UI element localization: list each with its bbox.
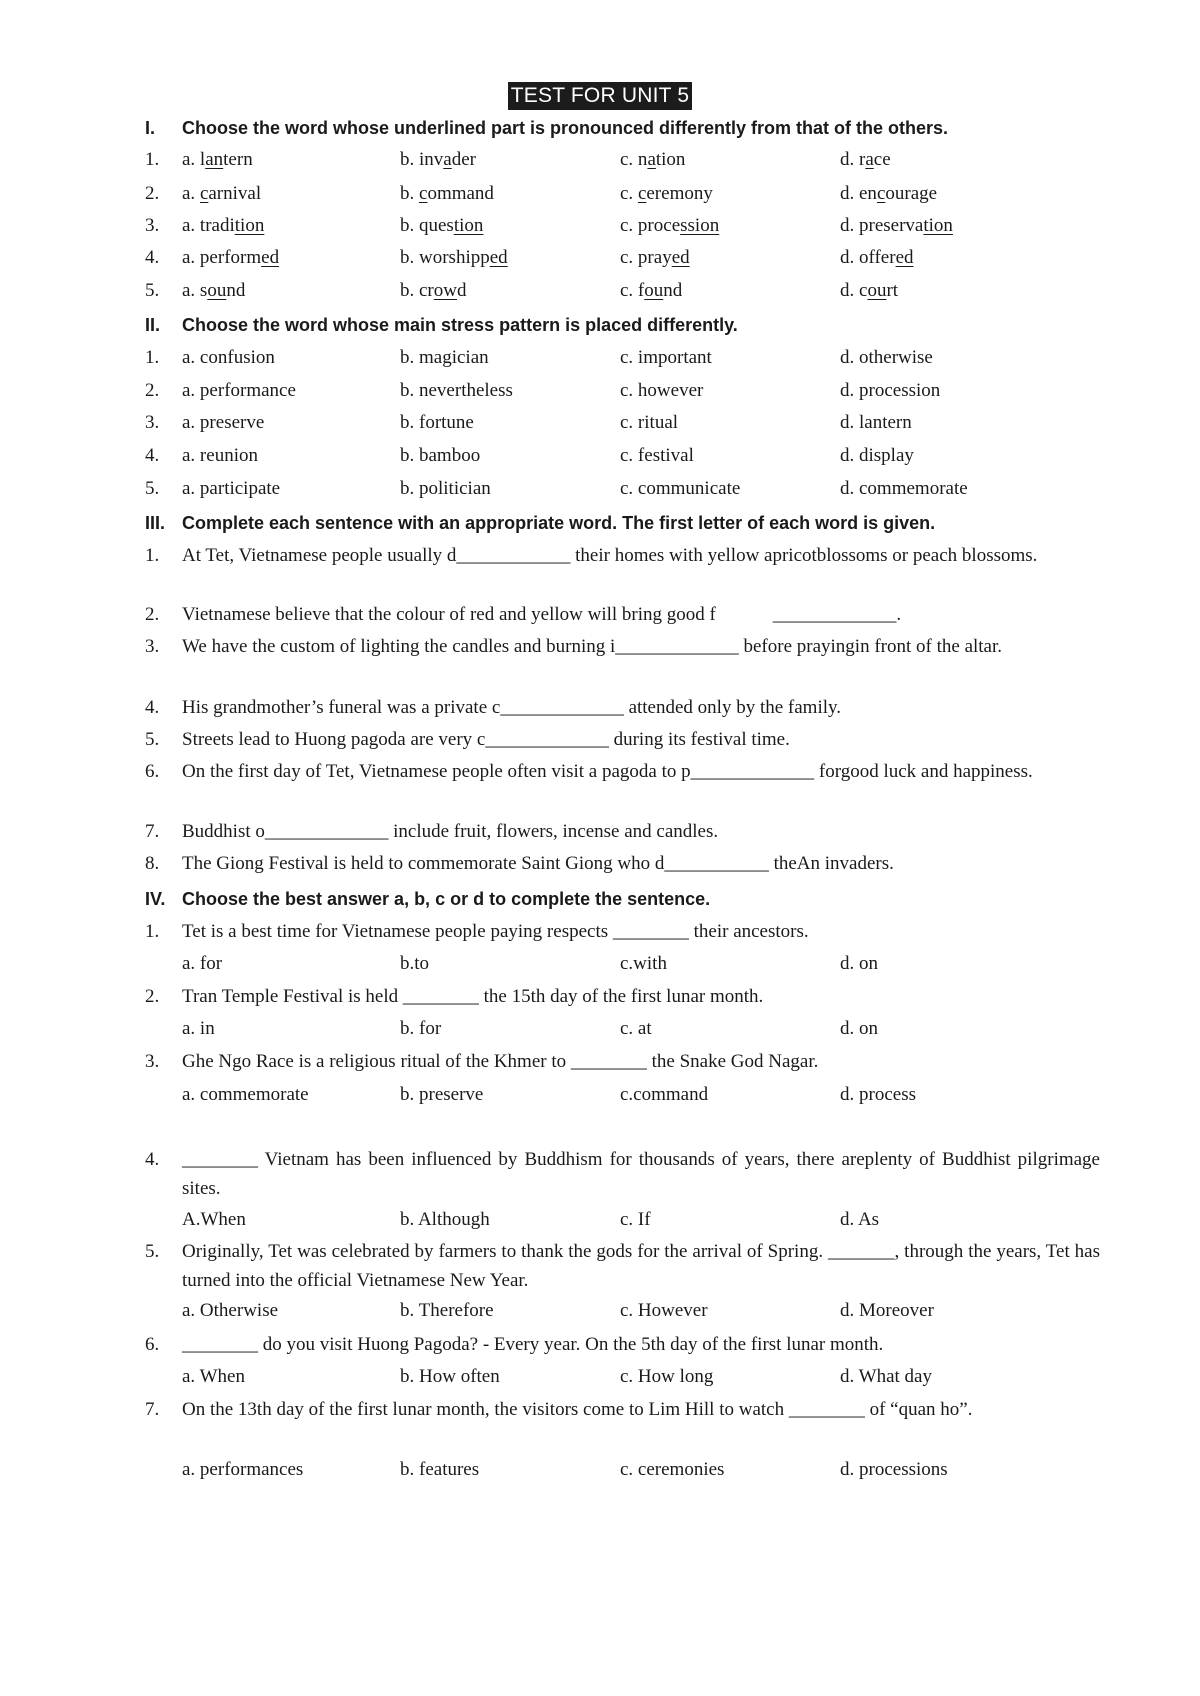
answer-option[interactable]: c. ritual <box>620 412 679 433</box>
answer-option[interactable]: b. Therefore <box>400 1300 494 1321</box>
answer-option[interactable] <box>840 276 898 305</box>
underlined-part: tion <box>453 215 484 236</box>
answer-option[interactable]: d. As <box>840 1209 880 1230</box>
option-text: c. proce <box>620 215 681 236</box>
question-number: 4. <box>145 445 160 466</box>
underlined-part: c <box>876 183 886 204</box>
option-text: c. pray <box>620 247 672 268</box>
answer-option[interactable] <box>840 243 914 272</box>
answer-option[interactable] <box>400 179 494 208</box>
question-number: 3. <box>145 1051 160 1072</box>
answer-option[interactable] <box>840 211 953 240</box>
option-text: c. f <box>620 280 645 301</box>
answer-option[interactable]: b. How often <box>400 1366 500 1387</box>
answer-option[interactable] <box>182 145 253 174</box>
underlined-part: tion <box>923 215 953 236</box>
underlined-part: a <box>443 149 452 170</box>
section-instruction: Complete each sentence with an appropriate word. The first letter of each word is given. <box>182 513 936 533</box>
answer-option[interactable]: c. How long <box>620 1366 714 1387</box>
answer-option[interactable] <box>620 243 690 272</box>
option-text: rt <box>886 280 899 301</box>
option-text: d. offer <box>840 247 896 268</box>
sentence-text: At Tet, Vietnamese people usually d____________ their homes with yellow apricotblossoms or peach blossoms. <box>182 545 1038 566</box>
question-number: 5. <box>145 478 160 499</box>
answer-option[interactable]: c. ceremonies <box>620 1459 725 1480</box>
option-text: d. preserva <box>840 215 924 236</box>
question-number: 1. <box>145 545 160 566</box>
option-text: b. cr <box>400 280 434 301</box>
question-number: 7. <box>145 1399 160 1420</box>
question-text: ________ do you visit Huong Pagoda? - Every year. On the 5th day of the first lunar month. <box>182 1334 884 1355</box>
question-number: 5. <box>145 1241 160 1262</box>
question-number: 3. <box>145 215 160 236</box>
answer-option[interactable]: c.command <box>620 1084 709 1105</box>
section-instruction: Choose the word whose underlined part is pronounced differently from that of the others. <box>182 118 949 138</box>
answer-option[interactable]: b. bamboo <box>400 445 481 466</box>
underlined-part: ou <box>644 280 664 301</box>
sentence-text: On the first day of Tet, Vietnamese people often visit a pagoda to p_____________ forgood luck and happiness. <box>182 761 1033 782</box>
sentence-text: The Giong Festival is held to commemorate Saint Giong who d___________ theAn invaders. <box>182 853 894 874</box>
answer-option[interactable]: c. at <box>620 1018 652 1039</box>
option-text: b. ques <box>400 215 454 236</box>
option-text: tern <box>223 149 253 170</box>
answer-option[interactable] <box>840 145 891 174</box>
answer-option[interactable]: d. otherwise <box>840 347 933 368</box>
question-number: 8. <box>145 853 160 874</box>
answer-option[interactable]: d. Moreover <box>840 1300 934 1321</box>
answer-option[interactable]: a. preserve <box>182 412 265 433</box>
underlined-part: ssion <box>680 215 720 236</box>
question-number: 2. <box>145 986 160 1007</box>
question-number: 1. <box>145 149 160 170</box>
answer-option[interactable]: a. participate <box>182 478 281 499</box>
answer-option[interactable]: c.with <box>620 953 667 974</box>
option-text: b. <box>400 183 419 204</box>
answer-option[interactable]: c. important <box>620 347 712 368</box>
answer-option[interactable]: b. nevertheless <box>400 380 513 401</box>
option-text: d. c <box>840 280 868 301</box>
sentence-text: Streets lead to Huong pagoda are very c_____________ during its festival time. <box>182 729 790 750</box>
answer-option[interactable]: a. commemorate <box>182 1084 309 1105</box>
underlined-part: ed <box>261 247 280 268</box>
test-title-text: TEST FOR UNIT 5 <box>508 82 692 110</box>
section-number: III. <box>145 513 166 533</box>
answer-option[interactable] <box>400 243 508 272</box>
question-text: Tet is a best time for Vietnamese people paying respects ________ their ancestors. <box>182 921 809 942</box>
underlined-part: ou <box>867 280 887 301</box>
question-number: 3. <box>145 412 160 433</box>
answer-option[interactable] <box>620 179 713 208</box>
underlined-part: ed <box>671 247 690 268</box>
section-number: I. <box>145 118 156 138</box>
option-text: d. r <box>840 149 866 170</box>
option-text: ce <box>873 149 891 170</box>
question-number: 2. <box>145 604 160 625</box>
option-text: nd <box>226 280 246 301</box>
sentence-text: His grandmother’s funeral was a private c_____________ attended only by the family. <box>182 697 842 718</box>
answer-option[interactable] <box>400 145 476 174</box>
answer-option[interactable]: b. preserve <box>400 1084 484 1105</box>
answer-option[interactable]: a. When <box>182 1366 245 1387</box>
question-number: 6. <box>145 1334 160 1355</box>
option-text: a. s <box>182 280 208 301</box>
answer-option[interactable]: b. for <box>400 1018 442 1039</box>
answer-option[interactable]: a. performance <box>182 380 296 401</box>
section-instruction: Choose the word whose main stress pattern is placed differently. <box>182 315 738 335</box>
answer-option[interactable]: a. Otherwise <box>182 1300 279 1321</box>
question-number: 5. <box>145 280 160 301</box>
question-number: 2. <box>145 380 160 401</box>
answer-option[interactable]: d. display <box>840 445 914 466</box>
option-text: a. perform <box>182 247 262 268</box>
answer-option[interactable]: a. in <box>182 1018 215 1039</box>
answer-option[interactable]: b. features <box>400 1459 480 1480</box>
option-text: d <box>457 280 467 301</box>
question-text: ________ Vietnam has been influenced by Buddhism for thousands of years, there areplenty of Buddhist pilgrimage sites. <box>182 1149 1100 1199</box>
section-number: II. <box>145 315 161 335</box>
test-title <box>0 84 1200 108</box>
question-number: 4. <box>145 697 160 718</box>
section-instruction: Choose the best answer a, b, c or d to complete the sentence. <box>182 889 711 909</box>
option-text: ommand <box>427 183 494 204</box>
option-text: c. <box>620 183 638 204</box>
answer-option[interactable] <box>182 276 245 305</box>
answer-option[interactable] <box>400 276 467 305</box>
underlined-part: c <box>637 183 647 204</box>
option-text: arnival <box>208 183 262 204</box>
answer-option[interactable]: c. festival <box>620 445 694 466</box>
answer-option[interactable] <box>182 243 279 272</box>
answer-option[interactable]: a. for <box>182 953 223 974</box>
answer-option[interactable] <box>182 211 264 240</box>
answer-option[interactable]: c. If <box>620 1209 651 1230</box>
answer-option[interactable]: d. What day <box>840 1366 932 1387</box>
answer-option[interactable] <box>620 211 719 240</box>
answer-option[interactable]: d. on <box>840 953 878 974</box>
question-text: Originally, Tet was celebrated by farmers to thank the gods for the arrival of Spring. _______, through the years, Tet has turned into the official Vietnamese New Year. <box>182 1241 1100 1291</box>
question-number: 1. <box>145 921 160 942</box>
option-text: b. worshipp <box>400 247 490 268</box>
answer-option[interactable]: d. on <box>840 1018 878 1039</box>
option-text: ourage <box>885 183 938 204</box>
underlined-part: ed <box>895 247 914 268</box>
answer-option[interactable] <box>400 211 483 240</box>
question-number: 7. <box>145 821 160 842</box>
underlined-part: a <box>647 149 656 170</box>
answer-option[interactable] <box>620 145 685 174</box>
question-number: 6. <box>145 761 160 782</box>
answer-option[interactable]: c. communicate <box>620 478 741 499</box>
underlined-part: ow <box>433 280 457 301</box>
question-number: 4. <box>145 247 160 268</box>
answer-option[interactable]: b. politician <box>400 478 491 499</box>
question-number: 5. <box>145 729 160 750</box>
option-text: c. n <box>620 149 648 170</box>
option-text: a. tradi <box>182 215 235 236</box>
question-text: On the 13th day of the first lunar month, the visitors come to Lim Hill to watch ________ of “quan ho”. <box>182 1399 973 1420</box>
option-text: a. l <box>182 149 206 170</box>
sentence-text: We have the custom of lighting the candles and burning i_____________ before prayingin front of the altar. <box>182 636 1003 657</box>
option-text: der <box>451 149 476 170</box>
underlined-part: an <box>205 149 224 170</box>
answer-option[interactable]: d. commemorate <box>840 478 968 499</box>
option-text: tion <box>655 149 686 170</box>
answer-option[interactable]: b.to <box>400 953 430 974</box>
answer-option[interactable]: d. lantern <box>840 412 912 433</box>
answer-option[interactable]: c. However <box>620 1300 708 1321</box>
answer-option[interactable]: c. however <box>620 380 704 401</box>
sentence-text: Vietnamese believe that the colour of red and yellow will bring good f _____________. <box>182 604 902 625</box>
answer-option[interactable]: a. performances <box>182 1459 304 1480</box>
underlined-part: ed <box>489 247 508 268</box>
underlined-part: tion <box>234 215 265 236</box>
option-text: eremony <box>646 183 713 204</box>
answer-option[interactable]: A.When <box>182 1209 246 1230</box>
option-text: nd <box>663 280 683 301</box>
question-number: 1. <box>145 347 160 368</box>
sentence-text: Buddhist o_____________ include fruit, flowers, incense and candles. <box>182 821 719 842</box>
underlined-part: ou <box>207 280 227 301</box>
underlined-part: a <box>865 149 874 170</box>
answer-option[interactable]: b. Although <box>400 1209 490 1230</box>
section-number: IV. <box>145 889 166 909</box>
question-number: 3. <box>145 636 160 657</box>
underlined-part: c <box>419 183 428 204</box>
answer-option[interactable]: d. process <box>840 1084 916 1105</box>
answer-option[interactable]: d. procession <box>840 380 941 401</box>
question-text: Ghe Ngo Race is a religious ritual of the Khmer to ________ the Snake God Nagar. <box>182 1051 819 1072</box>
answer-option[interactable] <box>840 179 937 208</box>
answer-option[interactable] <box>620 276 682 305</box>
question-text: Tran Temple Festival is held ________ the 15th day of the first lunar month. <box>182 986 764 1007</box>
question-number: 2. <box>145 183 160 204</box>
answer-option[interactable]: a. confusion <box>182 347 275 368</box>
question-number: 4. <box>145 1149 160 1170</box>
answer-option[interactable]: d. processions <box>840 1459 948 1480</box>
answer-option[interactable]: a. reunion <box>182 445 258 466</box>
option-text: d. en <box>840 183 877 204</box>
option-text: a. <box>182 183 200 204</box>
answer-option[interactable] <box>182 179 261 208</box>
option-text: b. inv <box>400 149 444 170</box>
answer-option[interactable]: b. fortune <box>400 412 474 433</box>
underlined-part: c <box>199 183 209 204</box>
answer-option[interactable]: b. magician <box>400 347 489 368</box>
